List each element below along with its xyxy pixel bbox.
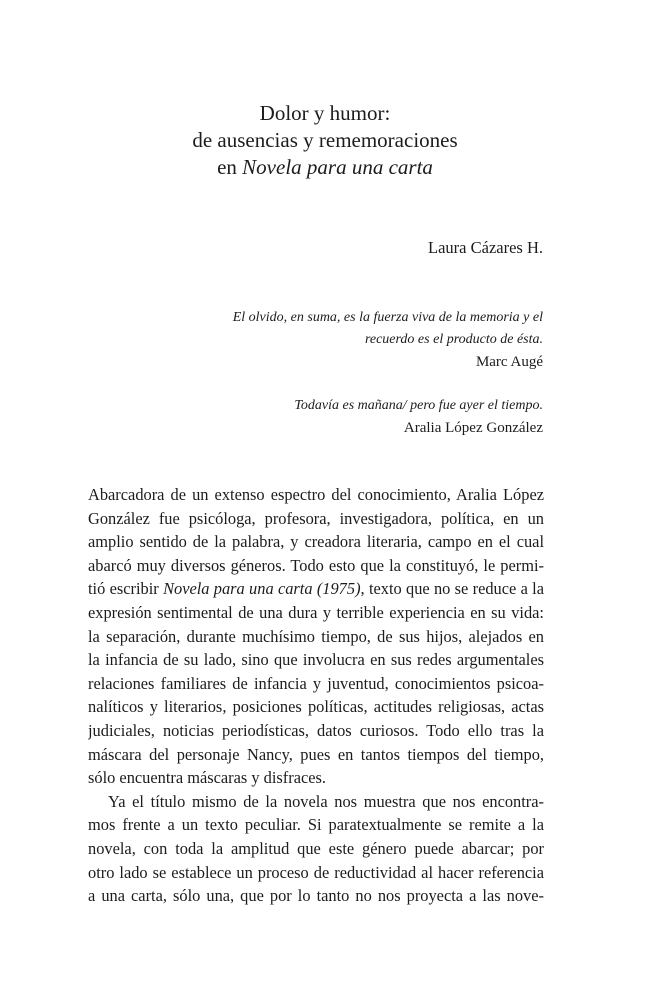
- paragraph-1-line: González fue psicóloga, profesora, investigadora, política, en un: [88, 508, 544, 528]
- epigraph-1-source: Marc Augé: [475, 354, 543, 370]
- epigraph-2-quote: Todavía es mañana/ pero fue ayer el tiempo.: [294, 398, 543, 413]
- paragraph-1-line: la infancia de su lado, sino que involucra en sus redes argumentales: [88, 650, 544, 670]
- paragraph-2-line: otro lado se establece un proceso de reductividad al hacer referencia: [88, 862, 544, 882]
- paragraph-1-line: máscara del personaje Nancy, pues en tantos tiempos del tiempo,: [88, 744, 544, 764]
- paragraph-1-line: abarcó muy diversos géneros. Todo esto que la constituyó, le permi-: [88, 555, 544, 575]
- title-line-3-prefix: en: [217, 155, 243, 179]
- paragraph-1-line: sólo encuentra máscaras y disfraces.: [88, 768, 327, 788]
- epigraph-2: [294, 395, 543, 439]
- line-text: tió escribir: [88, 579, 164, 599]
- paragraph-1-line: judiciales, noticias periodísticas, datos curiosos. Todo ello tras la: [88, 720, 544, 740]
- title-line-2: de ausencias y rememoraciones: [192, 128, 458, 152]
- paragraph-1-line: la separación, durante muchísimo tiempo, de sus hijos, alejados en: [88, 626, 544, 646]
- novel-title: Novela para una carta: [242, 155, 433, 179]
- title-line-3: [0, 154, 650, 181]
- paragraph-1-line: amplio sentido de la palabra, y creadora literaria, campo en el cual: [88, 532, 544, 552]
- line-text: , texto que no se reduce a la: [360, 579, 544, 599]
- article-title: [0, 100, 650, 181]
- paragraph-1-line: nalíticos y literarios, posiciones políticas, actitudes religiosas, actas: [88, 697, 544, 717]
- epigraph-2-source: Aralia López González: [403, 420, 543, 436]
- paragraph-2-line: novela, con toda la amplitud que este género puede abarcar; por: [88, 838, 544, 858]
- title-line-1: Dolor y humor:: [259, 101, 391, 125]
- novel-title-inline: Novela para una carta (1975): [163, 579, 361, 599]
- author-name: Laura Cázares H.: [428, 238, 543, 257]
- paragraph-1-line: Abarcadora de un extenso espectro del conocimiento, Aralia López: [88, 485, 544, 504]
- paragraph-1-line: expresión sentimental de una dura y terrible experiencia en su vida:: [88, 602, 544, 622]
- epigraph-1: [233, 307, 543, 373]
- paragraph-2-line: a una carta, sólo una, que por lo tanto no nos proyecta a las nove-: [88, 886, 544, 906]
- paragraph-1-line: relaciones familiares de infancia y juventud, conocimientos psicoa-: [88, 673, 544, 693]
- paragraph-2-line: Ya el título mismo de la novela nos muestra que nos encontra-: [108, 791, 544, 811]
- body-text: [88, 483, 544, 908]
- epigraph-1-quote-line-2: recuerdo es el producto de ésta.: [364, 332, 543, 347]
- paragraph-1-line: [88, 577, 544, 601]
- paragraph-2-line: mos frente a un texto peculiar. Si paratextualmente se remite a la: [88, 815, 544, 835]
- epigraph-1-quote-line-1: El olvido, en suma, es la fuerza viva de la memoria y el: [232, 310, 543, 325]
